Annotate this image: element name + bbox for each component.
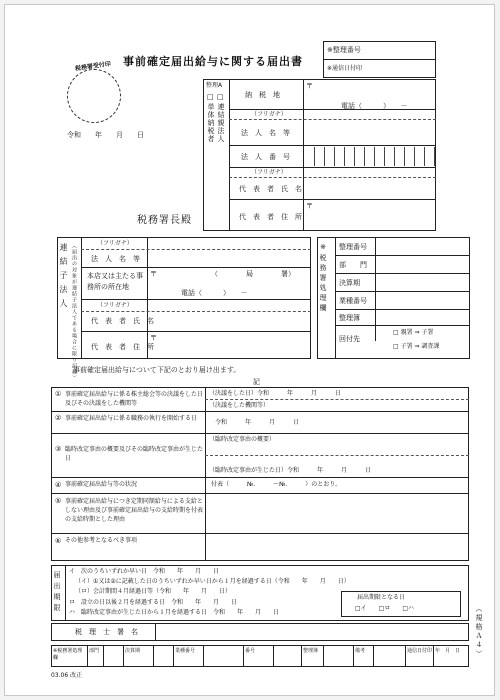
filer-type-a: 単体納税者 — [207, 103, 215, 143]
filer-row-rep-name: 代 表 者 氏 名 — [239, 185, 302, 193]
item-2-value-a[interactable]: 令和 年 月 日 — [215, 419, 300, 426]
routing-b[interactable]: □ 子署 ⇒ 調査課 — [393, 343, 440, 350]
filer-type-b: 連結親法人 — [217, 103, 225, 143]
org-number-label: ※整理番号 — [327, 46, 361, 54]
filer-phone: 電話（ ） － — [341, 102, 408, 110]
bottom-cell-label: 番号 — [245, 648, 256, 654]
bottom-cell-label: 備考 — [355, 648, 366, 654]
item-1-label: 事前確定届出給与に係る株主総会等の決議をした日及びその決議をした機関等 — [65, 391, 204, 407]
corp-number-cells[interactable] — [305, 147, 435, 166]
bottom-cell-label: 部門 — [89, 648, 100, 654]
deadline-line-5: ハ 臨時改定事由が生じた日から１月を経過する日 令和 年 月 日 — [69, 609, 280, 616]
receipt-stamp-area — [67, 69, 121, 123]
filer-row-furigana-1: （フリガナ） — [251, 111, 287, 118]
deadline-line-4: ロ 設立の日以後２月を経過する日 令和 年 月 日 — [69, 599, 238, 606]
form-title: 事前確定届出給与に関する届出書 — [123, 55, 303, 68]
bottom-cell-label: 通信日付印 — [407, 648, 433, 654]
filer-post-mark-2: 〒 — [306, 202, 313, 210]
bottom-cell-label: 業種番号 — [175, 648, 196, 654]
item-1-value-a[interactable]: （決議をした日）令和 年 月 日 — [209, 390, 342, 397]
office-row-2: 部 門 — [339, 261, 367, 269]
deadline-line-3: （ロ）会計期間４月経過日等（令和 年 月 日） — [75, 588, 232, 595]
bottom-cell-label: 年 月 日 — [435, 648, 461, 654]
bottom-cell-label: ※税務署処理欄 — [53, 648, 83, 661]
stamp-label: 税務署受付印 — [74, 60, 112, 73]
intro-text: 事前確定届出給与について下記のとおり届け出ます。 — [73, 366, 241, 374]
sub-office-paren: （ 局 署） — [211, 270, 295, 278]
deadline-box-options[interactable]: □イ □ロ □ハ — [355, 605, 415, 612]
bottom-cell-label: 決算期 — [125, 648, 141, 654]
ki-label: 記 — [253, 378, 260, 386]
subsidiary-side-note: （届出の対象が連結子法人である場合に限り記載） — [71, 243, 77, 381]
office-row-4: 業種番号 — [339, 297, 367, 305]
item-5-label: 事前確定届出給与につき定期同額給与による支給としない理由及び事前確定届出給与の支給時期を付表の支給時期とした理由 — [65, 498, 204, 523]
sub-row-name: 法 人 名 等 — [91, 255, 140, 263]
date-line: 令和 年 月 日 — [67, 131, 144, 139]
item-2-label: 事前確定届出給与に係る職務の執行を開始する日 — [65, 415, 198, 422]
item-2-no: ② — [55, 414, 62, 422]
sub-phone: 電話（ ） － — [181, 289, 248, 297]
item-4-label: 事前確定届出給与等の状況 — [65, 481, 138, 488]
filer-checkbox-b[interactable]: □ — [217, 93, 224, 101]
item-6-label: その他参考となるべき事項 — [65, 537, 138, 544]
office-row-1: 整理番号 — [339, 243, 367, 251]
item-3-value-a[interactable]: （臨時改定事由の概要） — [209, 436, 276, 443]
filer-row-address: 納 税 地 — [245, 91, 280, 99]
filer-row-furigana-2: （フリガナ） — [251, 169, 287, 176]
filer-post-mark: 〒 — [306, 82, 313, 90]
item-3-no: ③ — [55, 445, 62, 453]
item-3-value-b[interactable]: （臨時改定事由が生じた日）令和 年 月 日 — [209, 467, 372, 474]
routing-a[interactable]: □ 親署 ⇒ 子署 — [393, 329, 434, 336]
office-row-6: 回付先 — [339, 335, 360, 343]
deadline-line-2: （イ）①又は②に記載した日のうちいずれか早い日から１月を経過する日（令和 年 月 日） — [75, 578, 350, 585]
item-4-value-a[interactable]: 付表（ №. ～№. ）のとおり。 — [211, 481, 342, 488]
item-5-no: ⑤ — [55, 497, 62, 505]
filer-row-number: 法 人 番 号 — [241, 153, 290, 161]
office-row-3: 決算期 — [339, 279, 360, 287]
subsidiary-side-label: 連結子法人 — [59, 243, 68, 313]
office-row-5: 整理簿 — [339, 314, 360, 322]
filer-row-rep-address: 代 表 者 住 所 — [239, 213, 302, 221]
item-4-no: ④ — [55, 481, 62, 489]
group-number-label: ※通信日付印 — [327, 65, 363, 72]
sub-row-hq: 本店又は主たる事務所の所在地 — [87, 272, 143, 291]
deadline-box-title: 届出期限となる日 — [357, 594, 406, 601]
sub-row-furigana-2: （フリガナ） — [97, 302, 133, 309]
sub-post-mark: 〒 — [150, 270, 157, 278]
side-spec: （規格Ａ４） — [475, 605, 483, 659]
accountant-label: 税 理 士 署 名 — [75, 628, 138, 636]
filer-tag: 整理A — [206, 82, 223, 89]
sub-post-mark-2: 〒 — [150, 334, 157, 342]
item-3-label: 臨時改定事由の概要及びその臨時改定事由が生じた日 — [65, 446, 204, 462]
item-6-no: ⑥ — [55, 537, 62, 545]
filer-row-name: 法 人 名 等 — [241, 129, 290, 137]
sub-row-rep-address: 代 表 者 住 所 — [91, 343, 154, 351]
sub-row-rep-name: 代 表 者 氏 名 — [91, 317, 154, 325]
deadline-side-label: 届出期限 — [53, 571, 61, 615]
item-1-value-b[interactable]: （決議をした機関等） — [209, 402, 270, 409]
tax-office-name: 税務署長殿 — [137, 215, 192, 226]
item-1-no: ① — [55, 390, 62, 398]
sub-row-furigana-1: （フリガナ） — [97, 240, 133, 247]
deadline-line-1: イ 次のうちいずれか早い日 令和 年 月 日 — [69, 568, 220, 575]
footer-note: 03.06 改正 — [51, 672, 83, 679]
bottom-cell-label: 整理簿 — [303, 648, 319, 654]
office-right-side-label: ※税務署処理欄 — [319, 243, 327, 314]
filer-checkbox-a[interactable]: □ — [207, 93, 214, 101]
form-sheet — [4, 4, 495, 696]
